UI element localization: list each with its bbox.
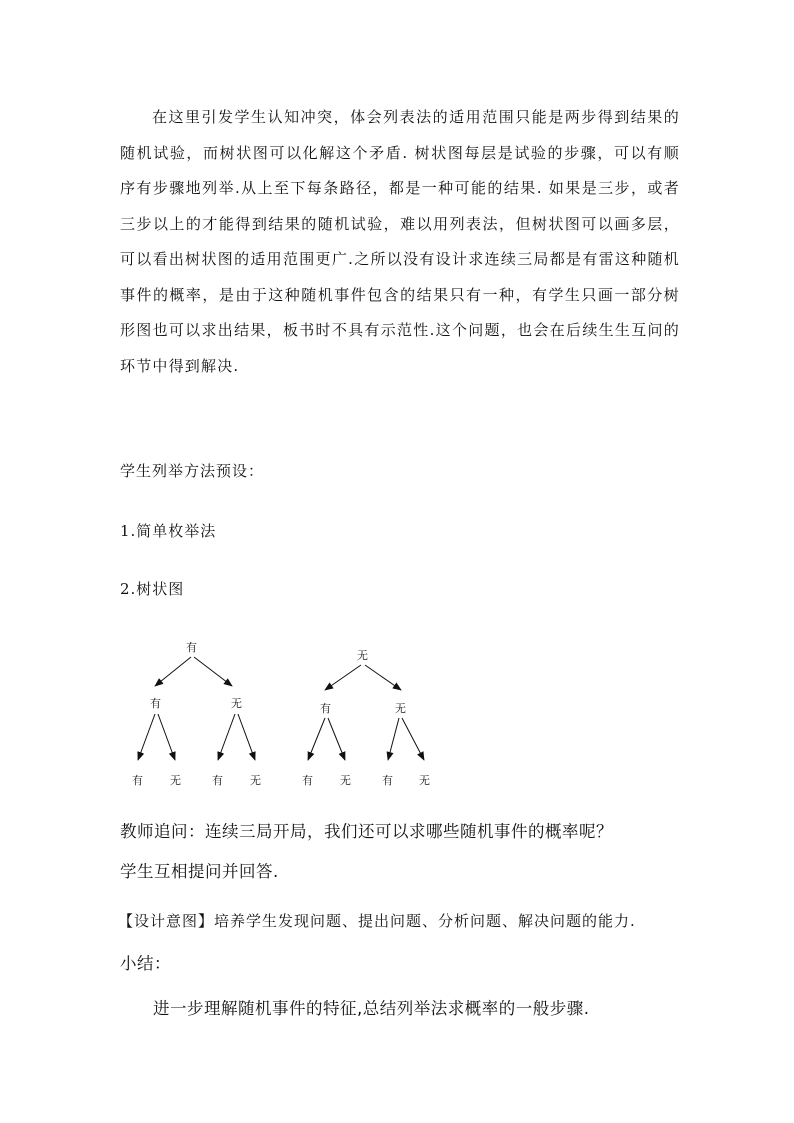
right-tree-leaf-has: 有: [382, 774, 393, 787]
left-tree-leaf-has: 有: [212, 774, 223, 787]
right-tree-level2-none: 无: [395, 702, 406, 715]
right-tree-leaf-none: 无: [419, 774, 430, 787]
left-tree-leaf-none: 无: [250, 774, 261, 787]
right-tree-branch: [325, 665, 361, 690]
right-tree-branch: [308, 718, 325, 760]
right-tree-leaf-none: 无: [340, 774, 351, 787]
student-answer: 学生互相提问并回答.: [120, 862, 279, 881]
summary-heading: 小结：: [120, 954, 171, 973]
explanation-paragraph: 在这里引发学生认知冲突，体会列表法的适用范围只能是两步得到结果的随机试验，而树状图可以化解这个矛盾. 树状图每层是试验的步骤，可以有顺序有步骤地列举.从上至下每条路径，都是一种可能的结果. 如果是三步，或者三步以上的才能得到结果的随机试验，难以用列表法，但树状图可以画多层，可以看出树状图的适用范围更广.之所以没有设计求连续三局都是有雷这种随机事件的概率，是由于这种随机事件包含的结果只有一种，有学生只画一部分树形图也可以求出结果，板书时不具有示范性.这个问题，也会在后续生生互问的环节中得到解决.: [120, 108, 680, 375]
right-tree-branch: [402, 718, 424, 760]
left-tree-leaf-none: 无: [170, 774, 181, 787]
design-intent: 【设计意图】培养学生发现问题、提出问题、分析问题、解决问题的能力.: [118, 912, 636, 930]
right-tree-leaf-has: 有: [302, 774, 313, 787]
right-tree-level2-has: 有: [320, 702, 331, 715]
left-tree-branch: [155, 657, 191, 686]
method-enumeration: 1.简单枚举法: [120, 522, 217, 540]
left-tree-branch: [238, 714, 255, 760]
right-tree-branch: [328, 718, 345, 760]
left-tree-branch: [194, 657, 232, 686]
method-tree-diagram: 2.树状图: [120, 580, 185, 598]
left-tree-root-label: 有: [186, 641, 197, 654]
left-tree-leaf-has: 有: [132, 774, 143, 787]
left-tree-level2-none: 无: [231, 697, 242, 710]
right-tree-root-label: 无: [357, 649, 368, 662]
summary-text: 进一步理解随机事件的特征,总结列举法求概率的一般步骤.: [153, 999, 590, 1018]
right-tree-branch: [365, 665, 401, 690]
left-tree: [132, 641, 261, 787]
methods-heading: 学生列举方法预设：: [120, 462, 265, 480]
left-tree-level2-has: 有: [150, 697, 161, 710]
left-tree-branch: [218, 714, 235, 760]
left-tree-branch: [158, 714, 175, 760]
right-tree-branch: [388, 718, 399, 760]
right-tree: [302, 649, 430, 787]
left-tree-branch: [138, 714, 155, 760]
teacher-question: 教师追问：连续三局开局，我们还可以求哪些随机事件的概率呢？: [120, 822, 613, 841]
